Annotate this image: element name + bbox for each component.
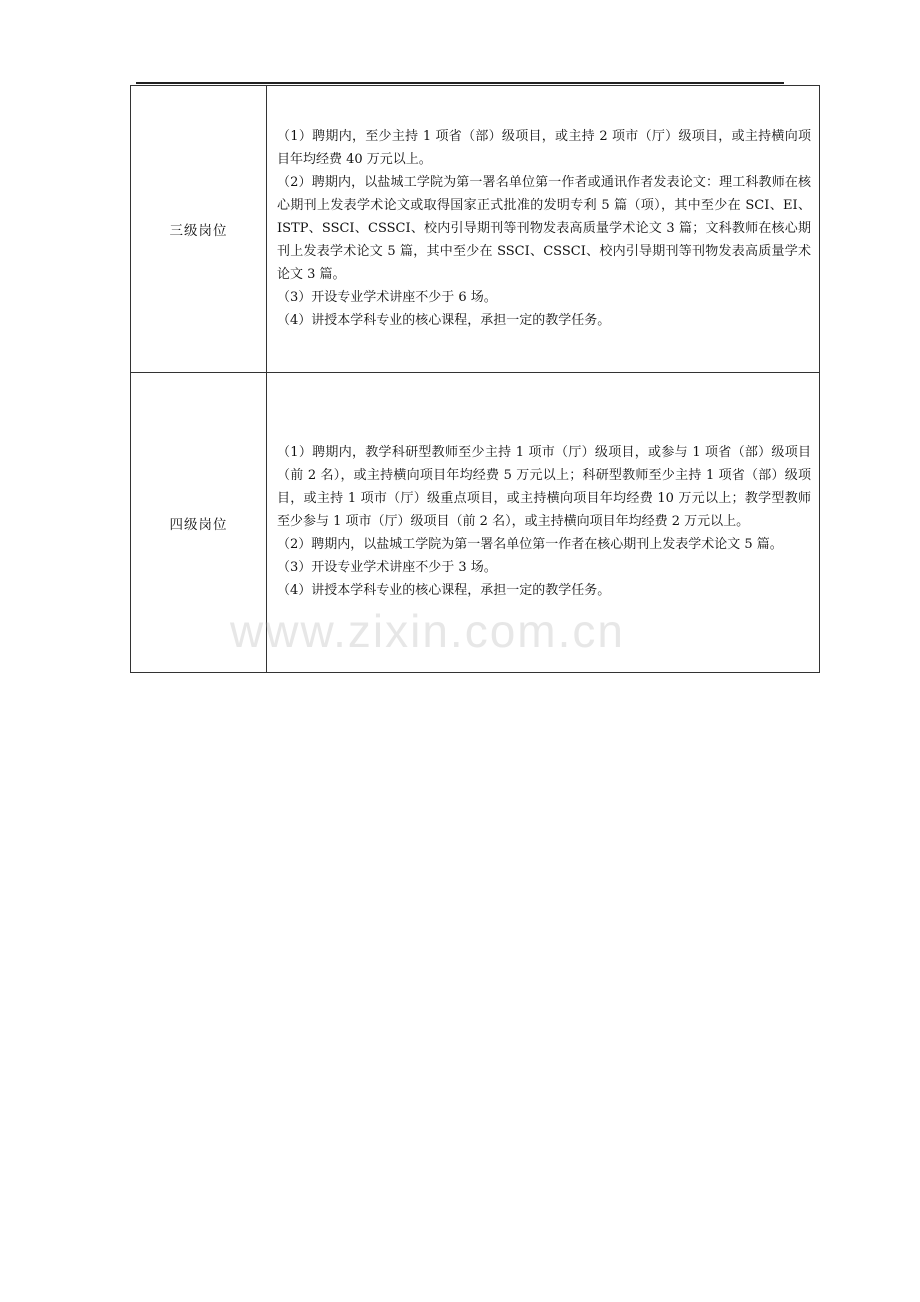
requirements-cell bbox=[267, 373, 820, 673]
requirement-item: （1）聘期内，教学科研型教师至少主持 1 项市（厅）级项目，或参与 1 项省（部）级项目（前 2 名），或主持横向项目年均经费 5 万元以上；科研型教师至少主持 1 项省（部）级项目，或主持 1 项市（厅）级重点项目，或主持横向项目年均经费 10 万元以上；教学型教师至少参与 1 项市（厅）级项目（前 2 名），或主持横向项目年均经费 2 万元以上。 bbox=[277, 445, 811, 529]
post-level-label: 四级岗位 bbox=[131, 373, 267, 673]
requirement-item: （1）聘期内，至少主持 1 项省（部）级项目，或主持 2 项市（厅）级项目，或主持横向项目年均经费 40 万元以上。 bbox=[277, 128, 811, 167]
requirement-item: （4）讲授本学科专业的核心课程，承担一定的教学任务。 bbox=[277, 583, 611, 598]
requirement-item: （2）聘期内，以盐城工学院为第一署名单位第一作者或通讯作者发表论文：理工科教师在核心期刊上发表学术论文或取得国家正式批准的发明专利 5 篇（项），其中至少在 SCI、EI、ISTP、SSCI、CSSCI、校内引导期刊等刊物发表高质量学术论文 3 篇；文科教师在核心期刊上发表学术论文 5 篇，其中至少在 SSCI、CSSCI、校内引导期刊等刊物发表高质量学术论文 3 篇。 bbox=[277, 174, 811, 282]
table-row bbox=[131, 86, 820, 373]
requirement-item: （2）聘期内，以盐城工学院为第一署名单位第一作者在核心期刊上发表学术论文 5 篇。 bbox=[277, 537, 783, 552]
post-requirements-table bbox=[130, 85, 820, 673]
top-rule bbox=[136, 82, 784, 84]
requirements-cell bbox=[267, 86, 820, 373]
requirement-item: （4）讲授本学科专业的核心课程，承担一定的教学任务。 bbox=[277, 312, 611, 328]
post-level-label: 三级岗位 bbox=[131, 86, 267, 373]
requirement-item: （3）开设专业学术讲座不少于 3 场。 bbox=[277, 560, 497, 575]
watermark: www.zixin.com.cn bbox=[230, 605, 625, 657]
requirement-item: （3）开设专业学术讲座不少于 6 场。 bbox=[277, 289, 497, 305]
table-row bbox=[131, 373, 820, 673]
